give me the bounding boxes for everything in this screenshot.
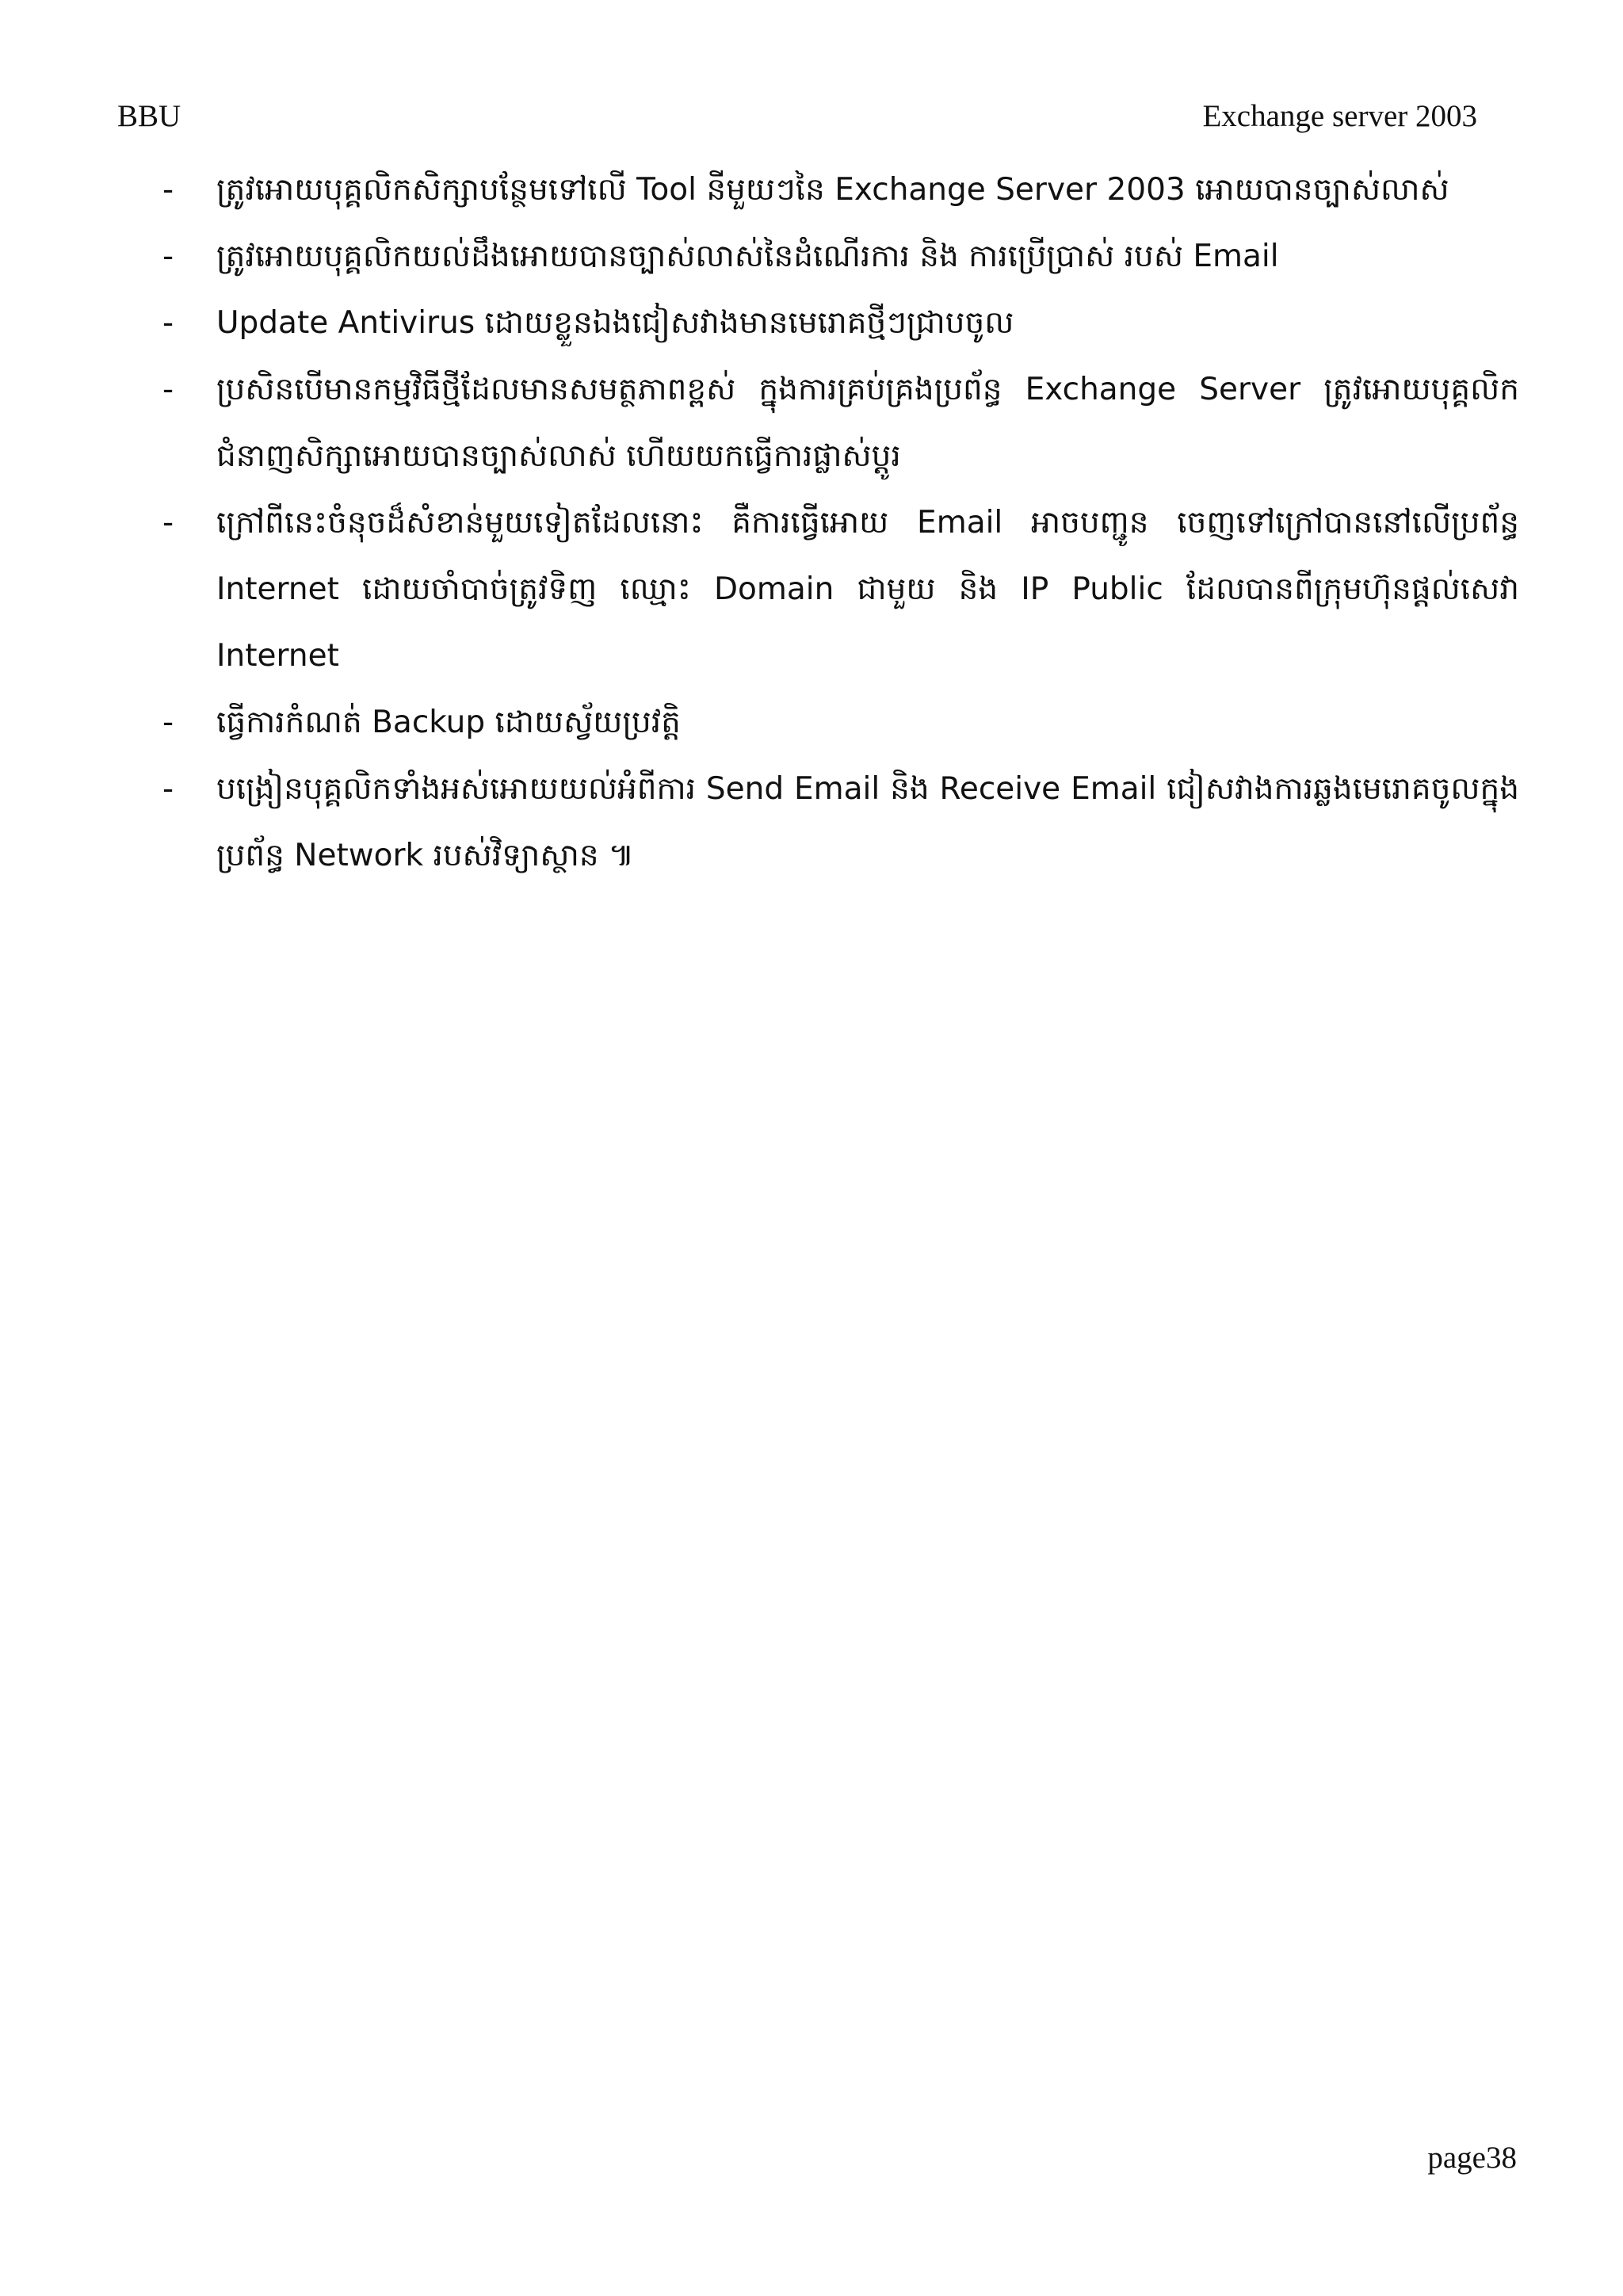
list-item <box>162 490 1519 690</box>
list-item <box>162 357 1519 490</box>
bullet-marker: - <box>162 305 174 341</box>
list-item-text: ធ្វើការកំណត់ Backup ដោយស្វ័យប្រវត្តិ <box>216 705 681 740</box>
bullet-list <box>162 157 1519 889</box>
page-number: page38 <box>1427 2141 1517 2175</box>
header-right-title: Exchange server 2003 <box>1202 99 1477 133</box>
list-item <box>162 157 1519 223</box>
list-item <box>162 690 1519 756</box>
bullet-marker: - <box>162 172 174 208</box>
bullet-marker: - <box>162 372 174 407</box>
bullet-marker: - <box>162 505 174 541</box>
list-item <box>162 290 1519 357</box>
bullet-marker: - <box>162 771 174 807</box>
list-item-text: ត្រូវអោយបុគ្គលិកយល់ដឹងអោយបានច្បាស់លាស់នៃដំណើរការ និង ការប្រើប្រាស់ របស់ Email <box>216 239 1279 274</box>
bullet-marker: - <box>162 239 174 274</box>
list-item <box>162 756 1519 889</box>
header-left-title: BBU <box>117 99 181 133</box>
list-item-text: Update Antivirus ដោយខ្លួនឯងជៀសវាងមានមេរោគថ្មីៗជ្រាបចូល <box>216 305 1014 341</box>
bullet-marker: - <box>162 705 174 740</box>
list-item-text: បង្រៀនបុគ្គលិកទាំងអស់អោយយល់អំពីការ Send Email និង Receive Email ជៀសវាងការឆ្លងមេរោគចូលក្នុងប្រព័ន្ធ Network របស់វិទ្យាស្ថាន ៕ <box>216 771 1519 873</box>
list-item-text: ប្រសិនបើមានកម្មវិធីថ្មីដែលមានសមត្ថភាពខ្ពស់ ក្នុងការគ្រប់គ្រងប្រព័ន្ធ Exchange Server ត្រូវអោយបុគ្គលិកជំនាញសិក្សាអោយបានច្បាស់លាស់ ហើយយកធ្វើការផ្លាស់ប្តូរ <box>216 372 1519 474</box>
list-item-text: ត្រូវអោយបុគ្គលិកសិក្សាបន្ថែមទៅលើ Tool នីមួយៗនៃ Exchange Server 2003 អោយបានច្បាស់លាស់ <box>216 172 1449 208</box>
list-item <box>162 223 1519 290</box>
list-item-text: ក្រៅពីនេះចំនុចដ៏សំខាន់មួយទៀតដែលនោះ គឺការធ្វើអោយ Email អាចបញ្ជូន ចេញទៅក្រៅបាននៅលើប្រព័ន្ធ Internet ដោយចាំបាច់ត្រូវទិញ ឈ្មោះ Domain ជាមួយ និង IP Public ដែលបានពីក្រុមហ៊ុនផ្តល់សេវា Internet <box>216 505 1519 674</box>
